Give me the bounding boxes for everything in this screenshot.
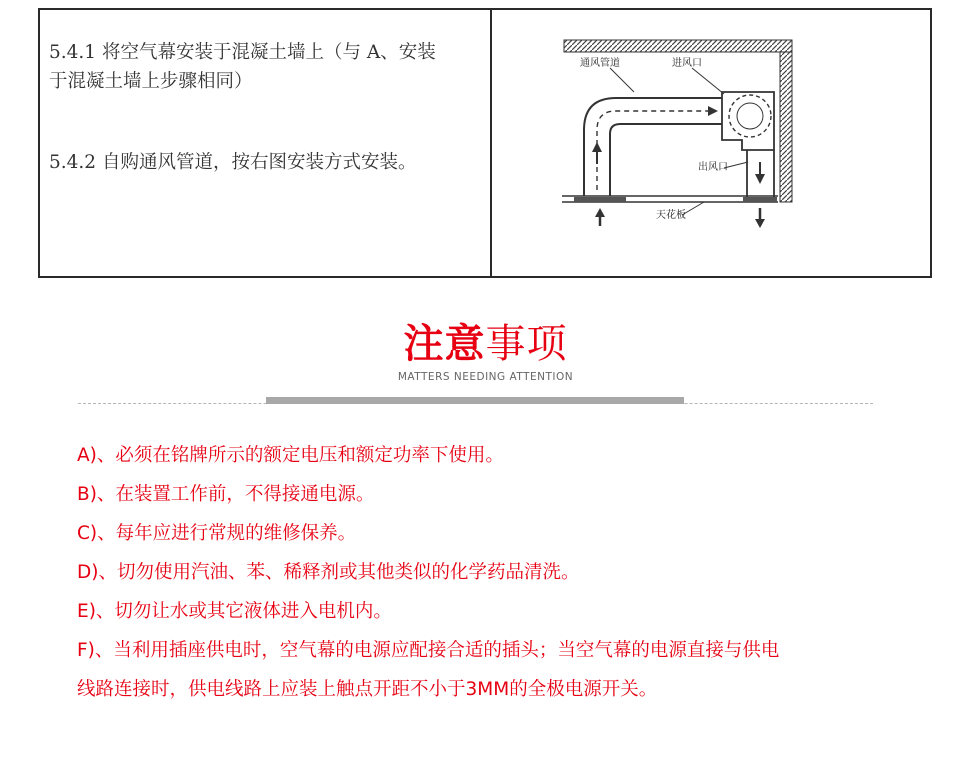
notice-subtitle: MATTERS NEEDING ATTENTION: [397, 371, 574, 383]
notice-item-a: A)、必须在铭牌所示的额定电压和额定功率下使用。: [77, 445, 504, 466]
notice-list: [77, 436, 887, 709]
label-duct: 通风管道: [580, 58, 620, 69]
concrete-slab: [564, 40, 792, 52]
installation-diagram: [492, 10, 930, 276]
step-5-4-1-line-2: 于混凝土墙上步骤相同）: [49, 71, 253, 92]
notice-item-d: D)、切勿使用汽油、苯、稀释剂或其他类似的化学药品清洗。: [77, 562, 580, 583]
notice-title-bold: 注意: [403, 321, 486, 367]
duct-installation-diagram: [492, 10, 932, 276]
label-ceiling: 天花板: [656, 210, 686, 221]
step-5-4-2: 5.4.2 自购通风管道，按右图安装方式安装。: [49, 152, 417, 173]
label-inlet: 进风口: [672, 58, 702, 69]
notice-item-f-line-1: F)、当利用插座供电时，空气幕的电源应配接合适的插头；当空气幕的电源直接与供电: [77, 640, 780, 661]
label-outlet: 出风口: [698, 162, 728, 173]
notice-item-f-line-2: 线路连接时，供电线路上应装上触点开距不小于3MM的全极电源开关。: [77, 679, 658, 700]
notice-title-light: 事项: [485, 321, 568, 367]
installation-table: [38, 8, 932, 278]
fan-wheel: [729, 95, 771, 137]
notice-item-c: C)、每年应进行常规的维修保养。: [77, 523, 357, 544]
installation-steps: [40, 10, 492, 276]
step-5-4-1-line-1: 5.4.1 将空气幕安装于混凝土墙上（与 A、安装: [49, 42, 436, 63]
ventilation-duct: [610, 124, 722, 196]
concrete-wall: [780, 52, 792, 202]
notice-heading: [0, 318, 971, 370]
notice-item-b: B)、在装置工作前，不得接通电源。: [77, 484, 375, 505]
divider-bar: [266, 397, 684, 404]
notice-item-e: E)、切勿让水或其它液体进入电机内。: [77, 601, 392, 622]
